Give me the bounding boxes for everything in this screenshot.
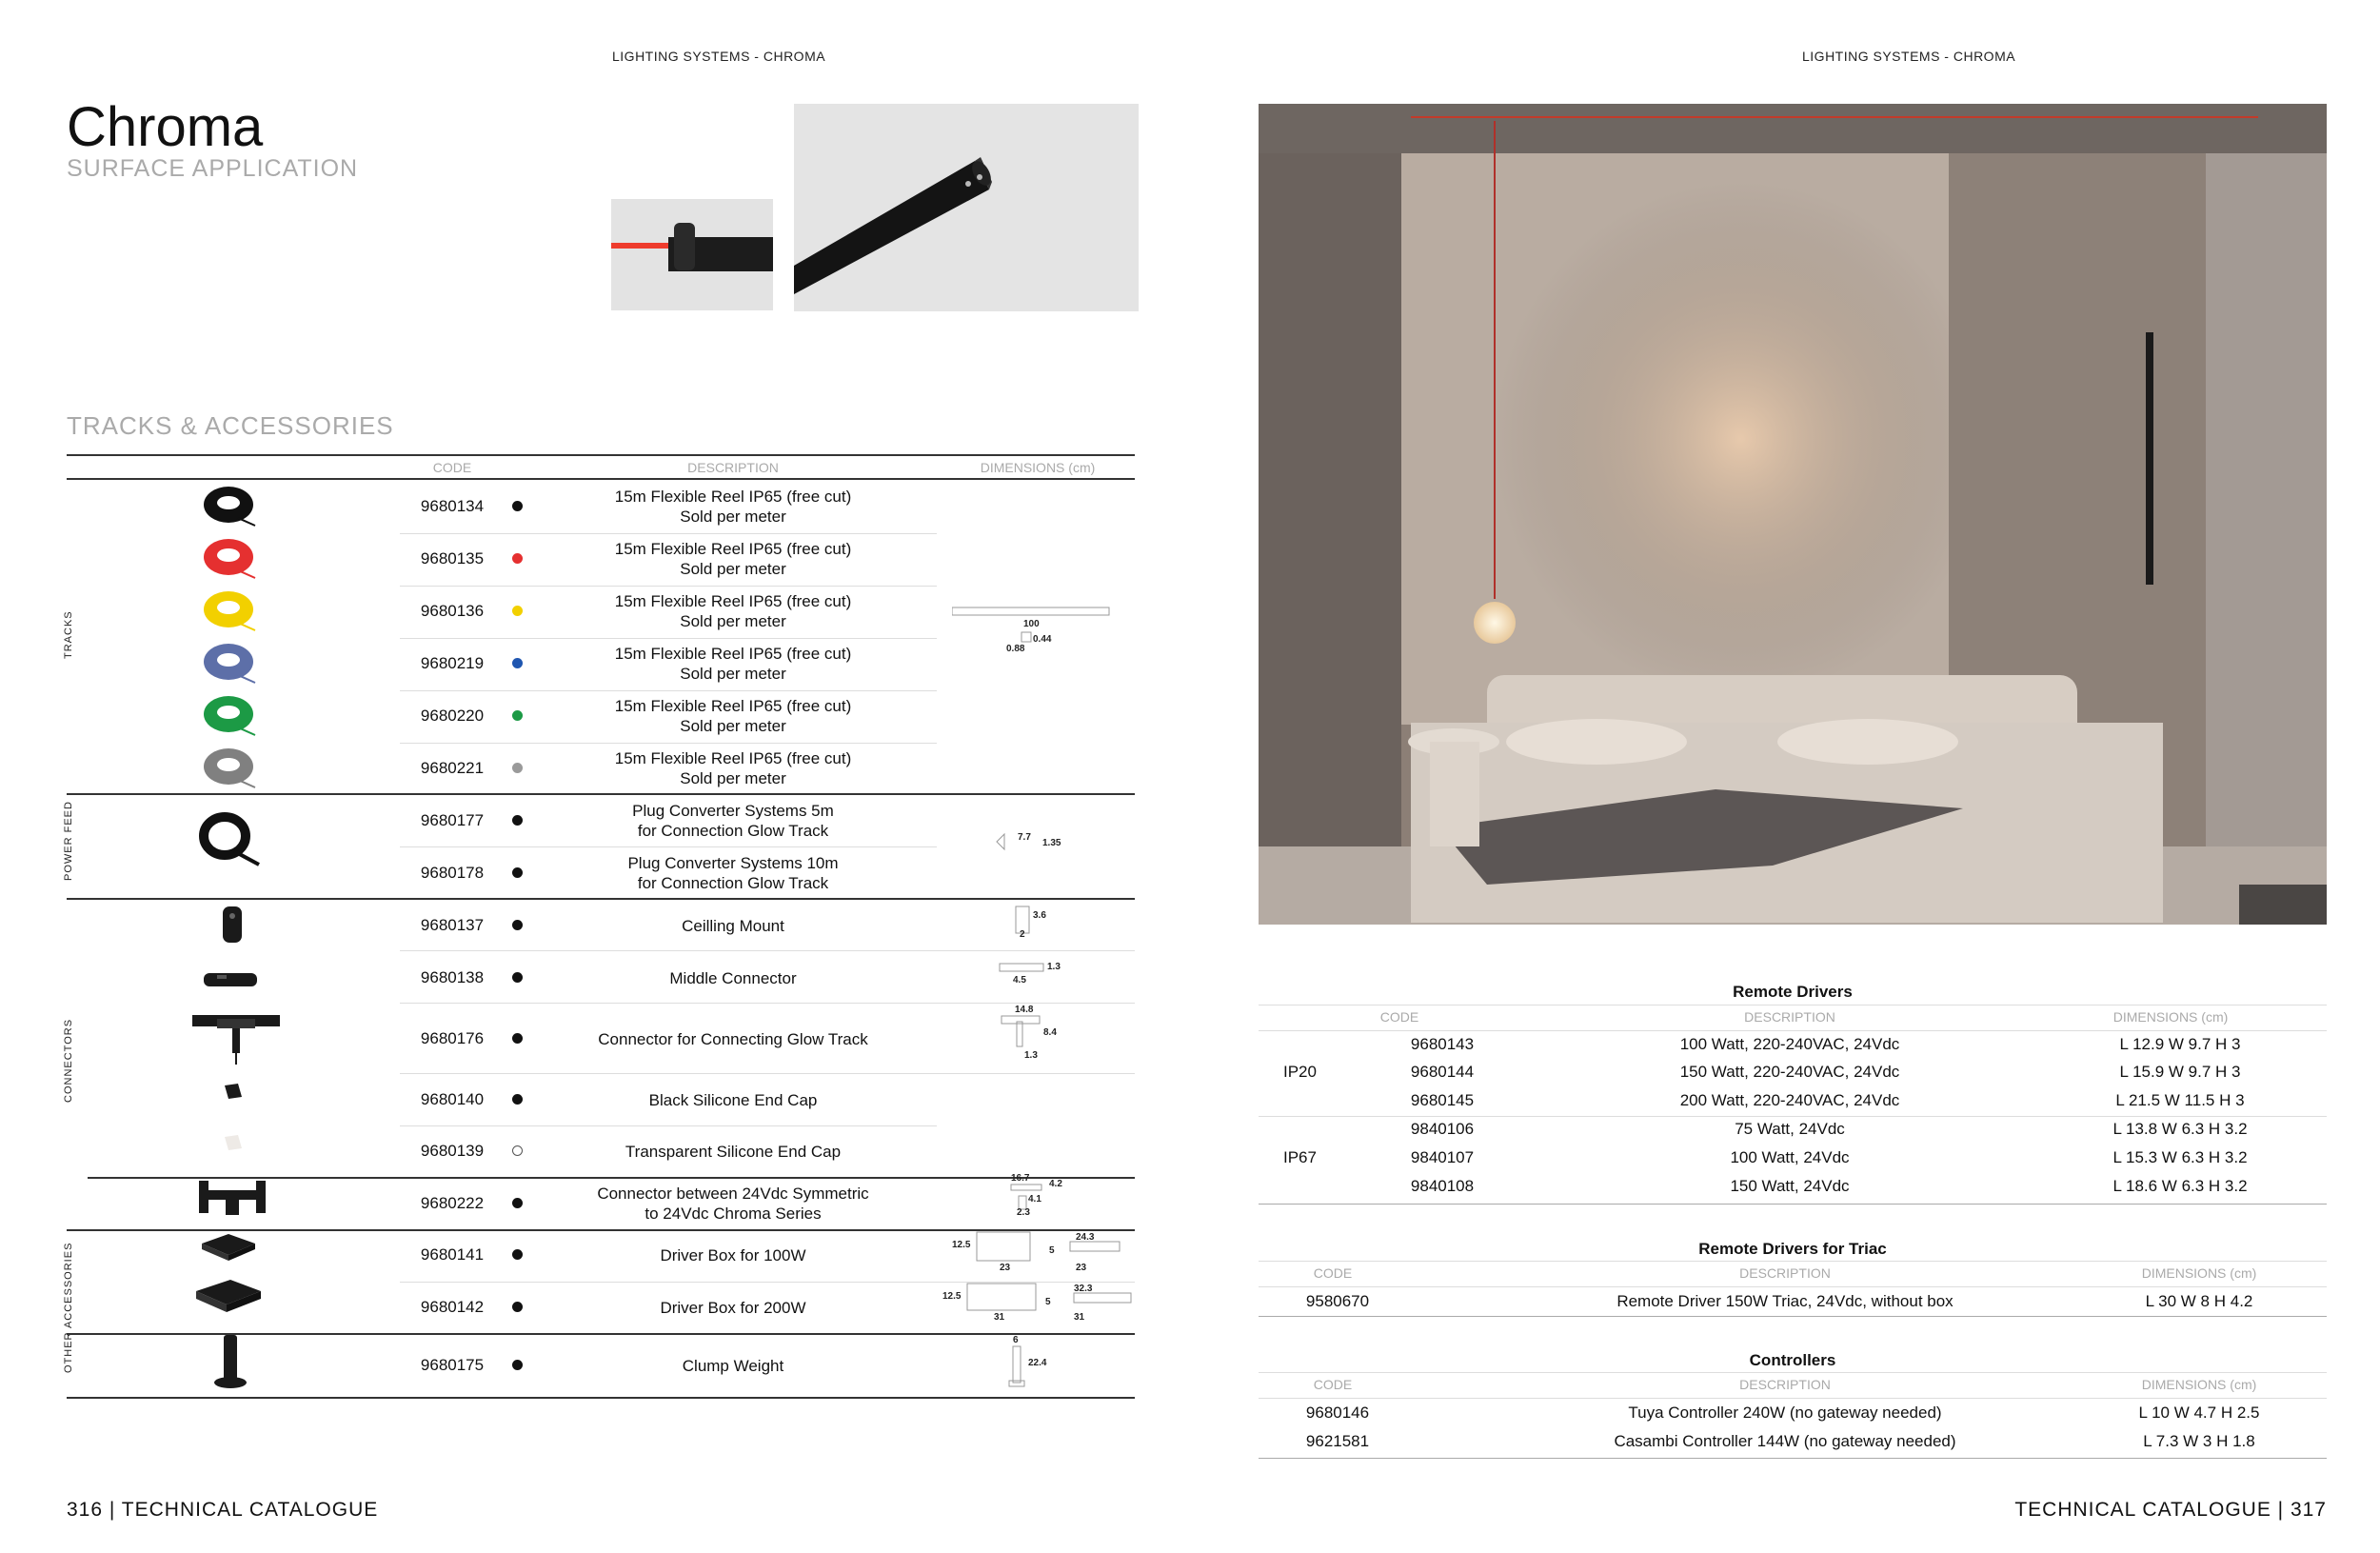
dim-connector xyxy=(1000,1005,1076,1071)
row-rule xyxy=(1259,1261,2327,1262)
driver-code: 9840108 xyxy=(1410,1177,1475,1195)
dim-label: 8.4 xyxy=(1043,1027,1057,1038)
dim-label: 14.8 xyxy=(1015,1005,1034,1015)
middle-connector-thumbnail xyxy=(202,969,259,990)
category-power-feed: POWER FEED xyxy=(63,801,74,881)
driver-code: 9840106 xyxy=(1410,1120,1475,1138)
triac-code: 9580670 xyxy=(1305,1292,1370,1310)
color-dot xyxy=(512,1302,523,1312)
table-bottom-rule xyxy=(1259,1204,2327,1205)
col-description: DESCRIPTION xyxy=(1739,1265,1831,1281)
row-code: 9680141 xyxy=(420,1245,485,1264)
desc-line1: 15m Flexible Reel IP65 (free cut) xyxy=(614,645,852,663)
driver-code: 9680145 xyxy=(1410,1091,1475,1109)
row-description xyxy=(543,487,923,527)
color-dot xyxy=(512,1360,523,1370)
col-code: CODE xyxy=(432,460,472,475)
color-dot xyxy=(512,606,523,616)
row-rule xyxy=(400,950,1135,951)
color-dot xyxy=(512,658,523,668)
row-code: 9680176 xyxy=(420,1029,485,1047)
dim-middle xyxy=(998,960,1074,998)
row-description xyxy=(543,644,923,684)
group-rule xyxy=(67,898,1135,900)
desc-line2: Sold per meter xyxy=(680,560,786,578)
row-description xyxy=(543,1184,923,1224)
dim-label: 31 xyxy=(994,1312,1005,1323)
row-code: 9680220 xyxy=(420,707,485,725)
desc-line1: 15m Flexible Reel IP65 (free cut) xyxy=(614,488,852,506)
row-description: Connector for Connecting Glow Track xyxy=(598,1030,868,1048)
row-description: Driver Box for 200W xyxy=(660,1299,806,1317)
col-dimensions: DIMENSIONS (cm) xyxy=(2141,1377,2257,1392)
row-code: 9680134 xyxy=(420,497,485,515)
driver-description: 100 Watt, 220-240VAC, 24Vdc xyxy=(1679,1035,1900,1053)
dim-label: 22.4 xyxy=(1028,1358,1047,1368)
row-code: 9680221 xyxy=(420,759,485,777)
row-description: Clump Weight xyxy=(682,1357,784,1375)
row-description: Transparent Silicone End Cap xyxy=(625,1143,842,1161)
dim-ceiling xyxy=(1014,905,1071,947)
desc-line2: for Connection Glow Track xyxy=(637,874,829,892)
row-description: Driver Box for 100W xyxy=(660,1246,806,1264)
color-dot xyxy=(512,1249,523,1260)
dim-label: 23 xyxy=(1076,1263,1087,1273)
running-head-left: LIGHTING SYSTEMS - CHROMA xyxy=(612,49,826,64)
color-dot xyxy=(512,1198,523,1208)
row-description xyxy=(543,801,923,841)
col-code: CODE xyxy=(1379,1009,1419,1025)
color-dot xyxy=(512,501,523,511)
driver-description: 200 Watt, 220-240VAC, 24Vdc xyxy=(1679,1091,1900,1109)
clump-weight-thumbnail xyxy=(211,1331,249,1390)
reel-thumbnail xyxy=(200,744,257,791)
driver-dimensions: L 18.6 W 6.3 H 3.2 xyxy=(2112,1177,2248,1195)
product-photo-small xyxy=(611,199,773,310)
desc-line2: for Connection Glow Track xyxy=(637,822,829,840)
dim-plug xyxy=(995,830,1071,859)
desc-line2: Sold per meter xyxy=(680,665,786,683)
end-cap-black-thumbnail xyxy=(223,1082,244,1101)
triac-title: Remote Drivers for Triac xyxy=(1698,1240,1887,1258)
dim-label: 12.5 xyxy=(952,1240,971,1250)
dim-label: 23 xyxy=(1000,1263,1011,1273)
col-dimensions: DIMENSIONS (cm) xyxy=(980,460,1096,475)
row-code: 9680135 xyxy=(420,549,485,567)
right-page xyxy=(1190,0,2380,1553)
category-connectors: CONNECTORS xyxy=(63,1018,74,1103)
ceiling-mount-thumbnail xyxy=(221,905,244,945)
dim-label: 4.2 xyxy=(1049,1179,1062,1189)
dim-box-200 xyxy=(942,1282,1133,1329)
row-description xyxy=(543,591,923,631)
end-cap-transparent-thumbnail xyxy=(223,1133,244,1152)
row-rule xyxy=(400,638,937,639)
row-code: 9680142 xyxy=(420,1298,485,1316)
row-rule xyxy=(1259,1398,2327,1399)
product-photo-track xyxy=(794,104,1139,311)
reel-thumbnail xyxy=(200,482,257,529)
controller-dimensions: L 7.3 W 3 H 1.8 xyxy=(2143,1432,2255,1450)
table-top-rule xyxy=(67,454,1135,456)
group-rule xyxy=(67,793,1135,795)
dim-label: 2.3 xyxy=(1017,1207,1030,1218)
row-code: 9680139 xyxy=(420,1142,485,1160)
controller-description: Casambi Controller 144W (no gateway needed) xyxy=(1614,1432,1956,1450)
desc-line2: Sold per meter xyxy=(680,508,786,526)
category-tracks: TRACKS xyxy=(63,610,74,659)
symmetric-connector-thumbnail xyxy=(193,1177,271,1219)
dim-label: 0.88 xyxy=(1006,644,1025,654)
driver-box-100-thumbnail xyxy=(200,1230,259,1264)
desc-line2: to 24Vdc Chroma Series xyxy=(645,1205,822,1223)
color-dot xyxy=(512,710,523,721)
driver-code: 9840107 xyxy=(1410,1148,1475,1166)
color-dot xyxy=(512,1033,523,1044)
page-title: Chroma xyxy=(67,96,264,158)
dim-label: 4.5 xyxy=(1013,975,1026,986)
driver-description: 150 Watt, 220-240VAC, 24Vdc xyxy=(1679,1063,1900,1081)
dim-label: 4.1 xyxy=(1028,1194,1041,1205)
bedroom-photo xyxy=(1259,104,2327,925)
row-description: Ceilling Mount xyxy=(682,917,784,935)
dim-label: 5 xyxy=(1049,1245,1055,1256)
color-dot xyxy=(512,1094,523,1105)
rating-label: IP67 xyxy=(1283,1148,1317,1166)
table-header-rule xyxy=(67,478,1135,480)
driver-box-200-thumbnail xyxy=(194,1276,265,1316)
table-bottom-rule xyxy=(67,1397,1135,1399)
col-code: CODE xyxy=(1313,1265,1353,1281)
driver-description: 150 Watt, 24Vdc xyxy=(1730,1177,1850,1195)
connector-thumbnail xyxy=(190,1011,282,1066)
color-dot xyxy=(512,553,523,564)
triac-dimensions: L 30 W 8 H 4.2 xyxy=(2145,1292,2253,1310)
row-rule xyxy=(400,1073,1135,1074)
driver-dimensions: L 15.3 W 6.3 H 3.2 xyxy=(2112,1148,2248,1166)
row-rule xyxy=(1259,1030,2327,1031)
row-code: 9680175 xyxy=(420,1356,485,1374)
dim-label: 31 xyxy=(1074,1312,1085,1323)
row-rule xyxy=(400,690,937,691)
col-dimensions: DIMENSIONS (cm) xyxy=(2141,1265,2257,1281)
row-code: 9680222 xyxy=(420,1194,485,1212)
row-code: 9680136 xyxy=(420,602,485,620)
controller-description: Tuya Controller 240W (no gateway needed) xyxy=(1628,1404,1942,1422)
reel-thumbnail xyxy=(200,691,257,739)
row-rule xyxy=(400,1003,1135,1004)
driver-dimensions: L 21.5 W 11.5 H 3 xyxy=(2115,1091,2245,1109)
dim-label: 16.7 xyxy=(1011,1173,1030,1184)
row-rule xyxy=(1259,1372,2327,1373)
driver-dimensions: L 12.9 W 9.7 H 3 xyxy=(2119,1035,2241,1053)
dim-label: 6 xyxy=(1013,1335,1019,1345)
color-dot xyxy=(512,920,523,930)
color-dot xyxy=(512,815,523,826)
row-rule xyxy=(400,846,937,847)
row-description xyxy=(543,853,923,893)
row-rule xyxy=(400,743,937,744)
row-description xyxy=(543,696,923,736)
remote-drivers-title: Remote Drivers xyxy=(1733,983,1853,1001)
row-rule xyxy=(400,586,937,587)
col-description: DESCRIPTION xyxy=(1744,1009,1835,1025)
table-bottom-rule xyxy=(1259,1316,2327,1317)
dim-label: 1.3 xyxy=(1024,1050,1038,1061)
color-dot xyxy=(512,1145,523,1156)
driver-code: 9680143 xyxy=(1410,1035,1475,1053)
desc-line1: 15m Flexible Reel IP65 (free cut) xyxy=(614,749,852,767)
row-code: 9680219 xyxy=(420,654,485,672)
row-description: Black Silicone End Cap xyxy=(648,1091,818,1109)
dim-track xyxy=(947,602,1138,659)
dim-box-100 xyxy=(952,1230,1123,1278)
desc-line2: Sold per meter xyxy=(680,612,786,630)
controller-code: 9621581 xyxy=(1305,1432,1370,1450)
table-bottom-rule xyxy=(1259,1458,2327,1459)
dim-symmetric xyxy=(1009,1173,1085,1228)
controllers-title: Controllers xyxy=(1749,1351,1836,1369)
row-code: 9680140 xyxy=(420,1090,485,1108)
color-dot xyxy=(512,763,523,773)
desc-line1: 15m Flexible Reel IP65 (free cut) xyxy=(614,592,852,610)
row-rule xyxy=(400,533,937,534)
dim-label: 2 xyxy=(1020,929,1025,940)
desc-line1: Plug Converter Systems 5m xyxy=(632,802,834,820)
plug-converter-thumbnail xyxy=(196,811,263,870)
dim-label: 0.44 xyxy=(1033,634,1052,645)
dim-label: 1.3 xyxy=(1047,962,1061,972)
desc-line1: Plug Converter Systems 10m xyxy=(627,854,839,872)
row-rule xyxy=(1259,1116,2327,1117)
dim-label: 5 xyxy=(1045,1297,1051,1307)
dim-label: 1.35 xyxy=(1042,838,1061,848)
reel-thumbnail xyxy=(200,534,257,582)
dim-label: 3.6 xyxy=(1033,910,1046,921)
driver-dimensions: L 15.9 W 9.7 H 3 xyxy=(2119,1063,2241,1081)
dim-clump xyxy=(1007,1335,1064,1392)
footer-right: TECHNICAL CATALOGUE | 317 xyxy=(2014,1499,2327,1521)
col-description: DESCRIPTION xyxy=(687,460,779,475)
driver-dimensions: L 13.8 W 6.3 H 3.2 xyxy=(2112,1120,2248,1138)
category-other-accessories: OTHER ACCESSORIES xyxy=(63,1242,74,1373)
row-code: 9680178 xyxy=(420,864,485,882)
col-dimensions: DIMENSIONS (cm) xyxy=(2112,1009,2229,1025)
reel-thumbnail xyxy=(200,639,257,687)
desc-line1: Connector between 24Vdc Symmetric xyxy=(597,1185,869,1203)
triac-description: Remote Driver 150W Triac, 24Vdc, without box xyxy=(1616,1292,1954,1310)
row-description xyxy=(543,748,923,788)
row-code: 9680137 xyxy=(420,916,485,934)
footer-left: 316 | TECHNICAL CATALOGUE xyxy=(67,1499,379,1521)
controller-code: 9680146 xyxy=(1305,1404,1370,1422)
driver-code: 9680144 xyxy=(1410,1063,1475,1081)
controller-dimensions: L 10 W 4.7 H 2.5 xyxy=(2138,1404,2260,1422)
dim-label: 32.3 xyxy=(1074,1284,1093,1294)
dim-label: 12.5 xyxy=(942,1291,962,1302)
row-description xyxy=(543,539,923,579)
driver-description: 75 Watt, 24Vdc xyxy=(1735,1120,1845,1138)
row-rule xyxy=(400,1125,937,1126)
row-code: 9680177 xyxy=(420,811,485,829)
col-code: CODE xyxy=(1313,1377,1353,1392)
row-description: Middle Connector xyxy=(669,969,797,987)
desc-line1: 15m Flexible Reel IP65 (free cut) xyxy=(614,540,852,558)
rating-label: IP20 xyxy=(1283,1063,1317,1081)
desc-line2: Sold per meter xyxy=(680,717,786,735)
driver-description: 100 Watt, 24Vdc xyxy=(1730,1148,1850,1166)
row-rule xyxy=(1259,1286,2327,1287)
color-dot xyxy=(512,972,523,983)
section-title: TRACKS & ACCESSORIES xyxy=(67,411,394,440)
col-description: DESCRIPTION xyxy=(1739,1377,1831,1392)
running-head-right: LIGHTING SYSTEMS - CHROMA xyxy=(1802,49,2016,64)
reel-thumbnail xyxy=(200,587,257,634)
dim-label: 100 xyxy=(1023,619,1040,629)
desc-line2: Sold per meter xyxy=(680,769,786,787)
page-subtitle: SURFACE APPLICATION xyxy=(67,155,359,182)
row-code: 9680138 xyxy=(420,968,485,986)
desc-line1: 15m Flexible Reel IP65 (free cut) xyxy=(614,697,852,715)
dim-label: 24.3 xyxy=(1076,1232,1095,1243)
color-dot xyxy=(512,867,523,878)
dim-label: 7.7 xyxy=(1018,832,1031,843)
